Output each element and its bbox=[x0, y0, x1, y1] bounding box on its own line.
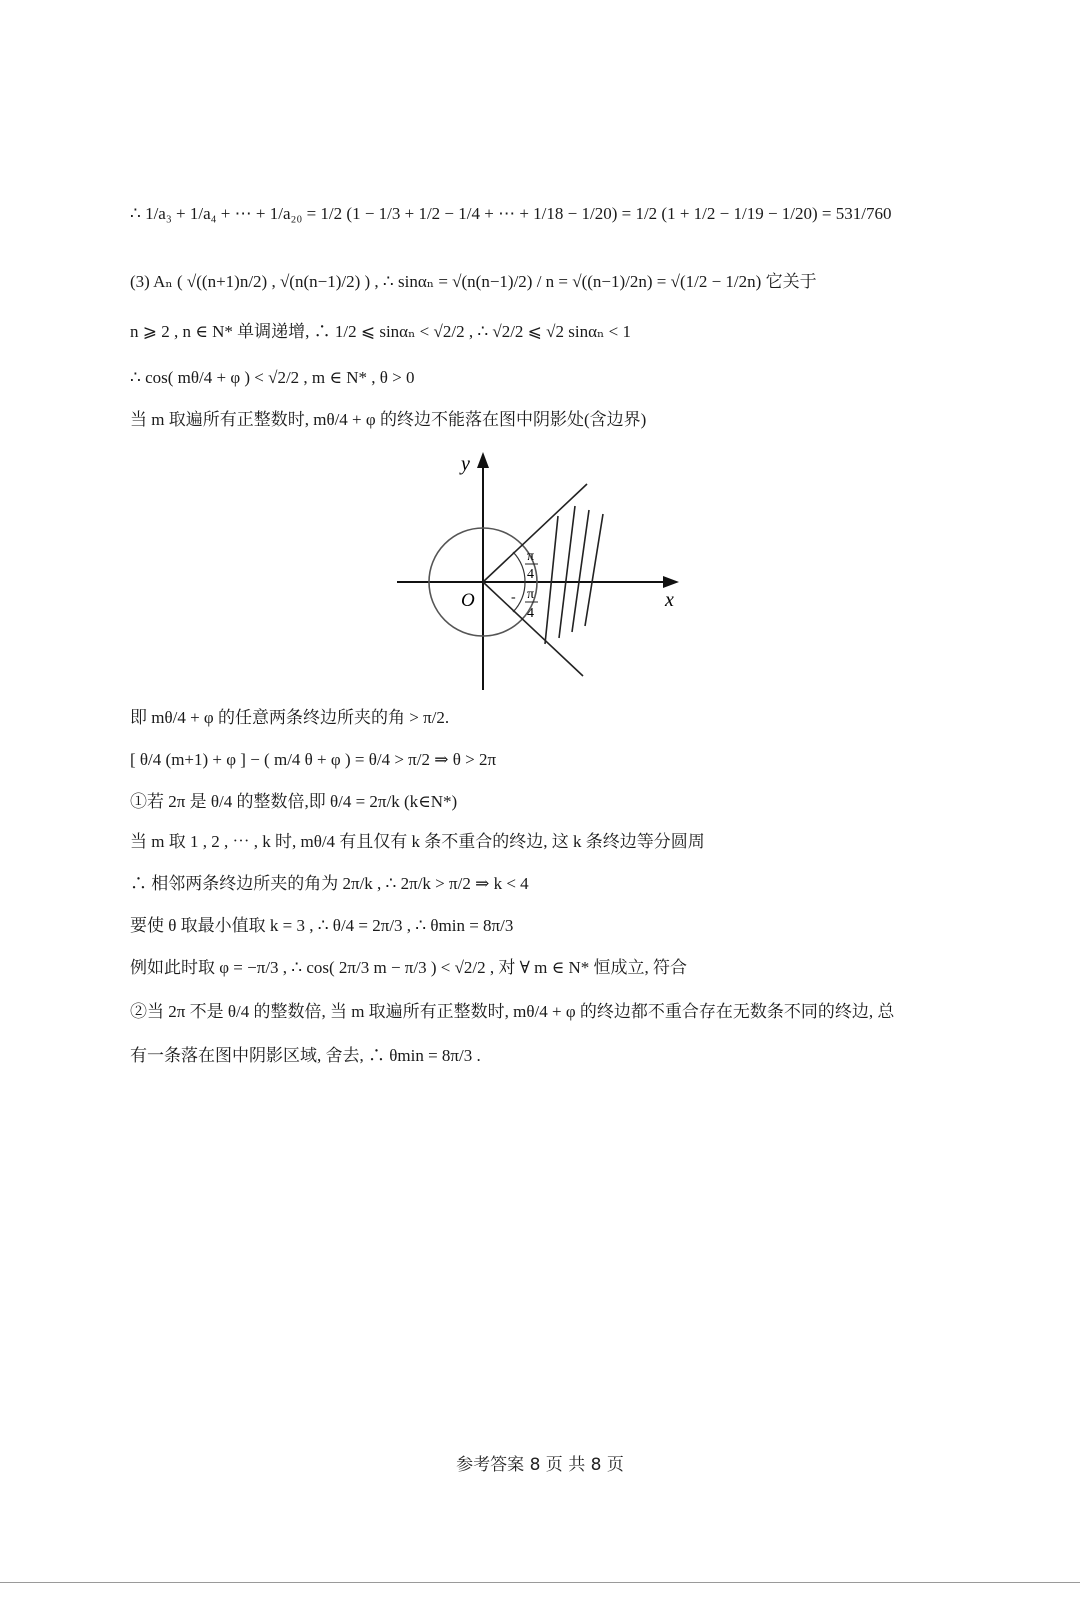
difference-line: [ θ/4 (m+1) + φ ] − ( m/4 θ + φ ) = θ/4 > π/2 ⇒ θ > 2π bbox=[130, 750, 497, 769]
shade-line-4 bbox=[585, 514, 603, 626]
case2-line: ②当 2π 不是 θ/4 的整数倍, 当 m 取遍所有正整数时, mθ/4 + φ 的终边都不重合存在无数条不同的终边, 总 bbox=[130, 1002, 895, 1021]
part3-point-line: (3) Aₙ ( √((n+1)n/2) , √(n(n−1)/2) ) , ∴ sinαₙ = √(n(n−1)/2) / n = √((n−1)/2n) = √(1/2 − 1/2n) 它关于 bbox=[130, 272, 817, 291]
shade-line-2 bbox=[559, 506, 575, 638]
angle-upper-numerator: π bbox=[527, 549, 535, 564]
origin-label: O bbox=[461, 590, 475, 611]
sum-result-line: ∴ 1/a₃ + 1/a₄ + ⋯ + 1/a₂₀ = 1/2 (1 − 1/3 + 1/2 − 1/4 + ⋯ + 1/18 − 1/20) = 1/2 (1 + 1/2 − 1/19 − 1/20) = 531/760 bbox=[130, 204, 892, 223]
angle-condition-line: 即 mθ/4 + φ 的任意两条终边所夹的角 > π/2. bbox=[130, 708, 450, 727]
bottom-rule bbox=[0, 1582, 1080, 1583]
angle-lower-denominator: 4 bbox=[527, 606, 534, 621]
x-axis-arrow-icon bbox=[663, 576, 679, 588]
shade-line-1 bbox=[545, 516, 558, 644]
unit-circle-diagram bbox=[395, 448, 690, 693]
cos-inequality-line: ∴ cos( mθ/4 + φ ) < √2/2 , m ∈ N* , θ > 0 bbox=[130, 368, 415, 387]
angle-upper-denominator: 4 bbox=[527, 567, 534, 582]
angle-lower-minus: - bbox=[511, 590, 516, 605]
shaded-region-statement: 当 m 取遍所有正整数时, mθ/4 + φ 的终边不能落在图中阴影处(含边界) bbox=[130, 410, 647, 429]
theta-min-line: 要使 θ 取最小值取 k = 3 , ∴ θ/4 = 2π/3 , ∴ θmin = 8π/3 bbox=[130, 916, 514, 935]
monotonic-line: n ⩾ 2 , n ∈ N* 单调递增, ∴ 1/2 ⩽ sinαₙ < √2/2 , ∴ √2/2 ⩽ √2 sinαₙ < 1 bbox=[130, 322, 631, 341]
case1-equal-division-line: 当 m 取 1 , 2 , ⋯ , k 时, mθ/4 有且仅有 k 条不重合的终边, 这 k 条终边等分圆周 bbox=[130, 832, 705, 851]
example-phi-line: 例如此时取 φ = −π/3 , ∴ cos( 2π/3 m − π/3 ) < √2/2 , 对 ∀ m ∈ N* 恒成立, 符合 bbox=[130, 958, 687, 977]
diagram-svg bbox=[395, 448, 690, 693]
angle-arc-upper bbox=[513, 552, 525, 582]
adjacent-angle-line: ∴ 相邻两条终边所夹的角为 2π/k , ∴ 2π/k > π/2 ⇒ k < 4 bbox=[130, 874, 529, 893]
x-axis-label: x bbox=[665, 589, 674, 611]
page-footer: 参考答案 8 页 共 8 页 bbox=[456, 1455, 624, 1475]
y-axis-arrow-icon bbox=[477, 452, 489, 468]
case1-line: ①若 2π 是 θ/4 的整数倍,即 θ/4 = 2π/k (k∈N*) bbox=[130, 792, 458, 811]
conclusion-line: 有一条落在图中阴影区域, 舍去, ∴ θmin = 8π/3 . bbox=[130, 1046, 481, 1065]
angle-lower-numerator: π bbox=[527, 587, 535, 602]
y-axis-label: y bbox=[461, 453, 470, 475]
